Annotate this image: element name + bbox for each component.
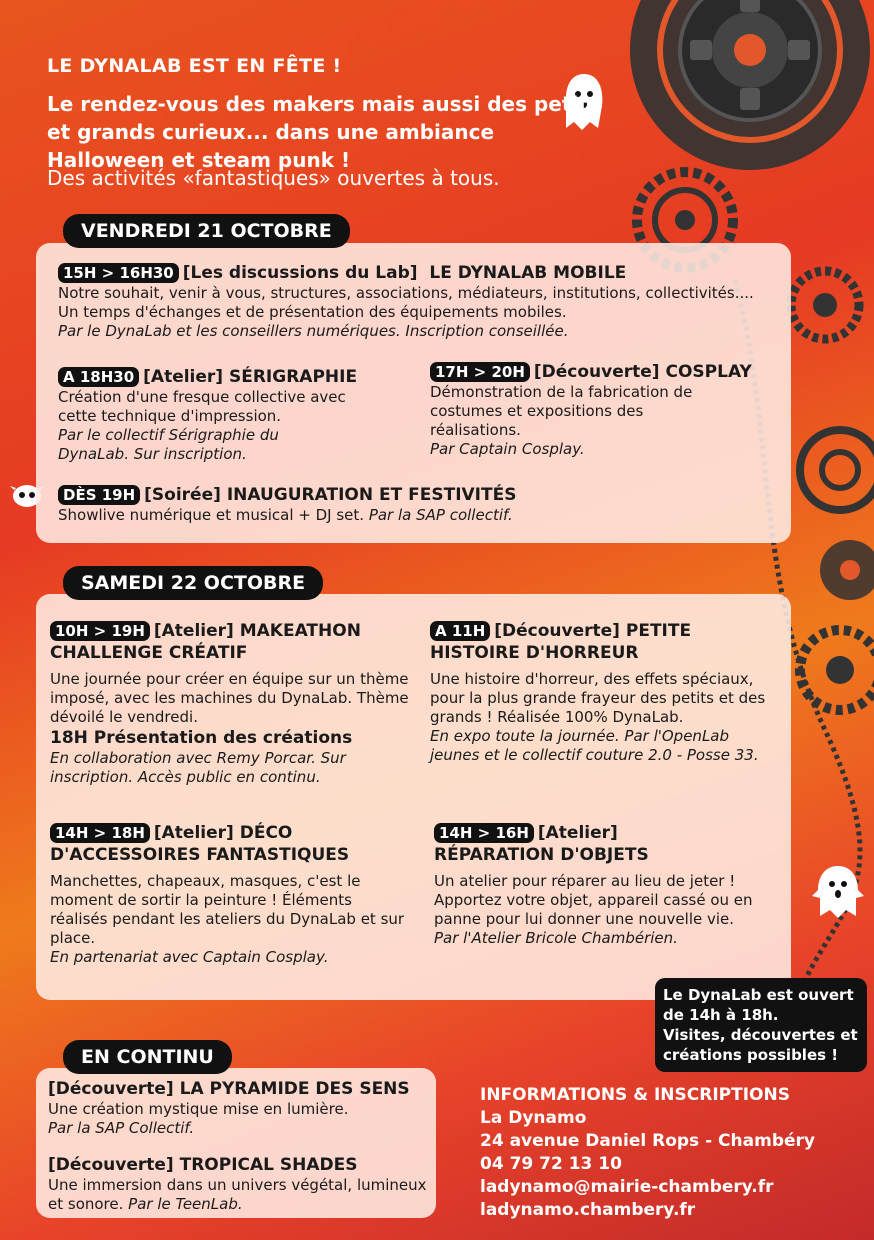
event-category: [Découverte]: [48, 1155, 174, 1175]
event-title: TROPICAL SHADES: [179, 1155, 358, 1175]
event-description: Notre souhait, venir à vous, structures, associations, médiateurs, institutions, collectivités.... Un temps d'échanges et de présentation des équipements mobiles.: [58, 284, 754, 321]
contact-phone[interactable]: 04 79 72 13 10: [480, 1154, 622, 1174]
event-title: RÉPARATION D'OBJETS: [434, 845, 649, 865]
event-time: DÈS 19H: [58, 485, 140, 505]
saturday-event-2: [430, 620, 775, 765]
friday-tab: VENDREDI 21 OCTOBRE: [63, 214, 350, 248]
opening-line-1: Le DynaLab est ouvert: [663, 986, 854, 1004]
friday-event-2: [58, 366, 378, 464]
event-title: SÉRIGRAPHIE: [228, 367, 358, 387]
event-description: Showlive numérique et musical + DJ set.: [58, 506, 365, 524]
friday-event-1: [58, 262, 778, 341]
event-category: [Découverte]: [494, 621, 620, 641]
event-category: [Atelier]: [537, 823, 618, 843]
event-credit: Par le collectif Sérigraphie du DynaLab. Sur inscription.: [58, 426, 279, 463]
event-category: [Atelier]: [153, 823, 234, 843]
continuous-event-2: [48, 1154, 433, 1214]
saturday-event-4: [434, 822, 779, 948]
event-credit: Par le TeenLab.: [128, 1195, 243, 1213]
event-description: Démonstration de la fabrication de costumes et expositions des réalisations.: [430, 383, 693, 439]
event-credit: Par le DynaLab et les conseillers numériques. Inscription conseillée.: [58, 322, 569, 340]
saturday-tab: SAMEDI 22 OCTOBRE: [63, 566, 323, 600]
event-title: DÉCO D'ACCESSOIRES FANTASTIQUES: [50, 823, 350, 865]
event-credit: En expo toute la journée. Par l'OpenLab jeunes et le collectif couture 2.0 - Posse 33.: [430, 727, 759, 764]
event-title: LA PYRAMIDE DES SENS: [179, 1079, 410, 1099]
event-credit: Par Captain Cosplay.: [430, 440, 585, 458]
event-description: Une journée pour créer en équipe sur un thème imposé, avec les machines du DynaLab. Thème dévoilé le vendredi.: [50, 670, 409, 726]
event-category: [Découverte]: [533, 362, 660, 382]
friday-event-3: [430, 361, 780, 459]
event-time: A 18H30: [58, 367, 139, 387]
opening-line-3: Visites, découvertes et créations possibles !: [663, 1026, 858, 1064]
event-description: Création d'une fresque collective avec cette technique d'impression.: [58, 388, 346, 425]
event-extra: 18H Présentation des créations: [50, 728, 353, 748]
contact-website[interactable]: ladynamo.chambery.fr: [480, 1200, 696, 1220]
continuous-event-1: [48, 1078, 433, 1138]
intro-subtitle: Des activités «fantastiques» ouvertes à tous.: [47, 166, 500, 190]
contact-heading: INFORMATIONS & INSCRIPTIONS: [480, 1085, 790, 1105]
event-title: PETITE HISTOIRE D'HORREUR: [430, 621, 692, 663]
event-credit: En collaboration avec Remy Porcar. Sur inscription. Accès public en continu.: [50, 749, 346, 786]
contact-info: [480, 1084, 815, 1222]
intro-lead: Le rendez-vous des makers mais aussi des petits et grands curieux... dans une ambiance Halloween et steam punk !: [47, 92, 600, 172]
opening-line-2: de 14h à 18h.: [663, 1006, 779, 1024]
opening-hours-box: [655, 978, 867, 1072]
event-time: A 11H: [430, 621, 490, 641]
event-credit: Par la SAP Collectif.: [48, 1119, 195, 1137]
saturday-event-1: [50, 620, 410, 787]
event-category: [Atelier]: [143, 367, 224, 387]
event-category: [Découverte]: [48, 1079, 174, 1099]
saturday-event-3: [50, 822, 410, 967]
ghost-icon: [810, 862, 866, 920]
event-description: Manchettes, chapeaux, masques, c'est le moment de sortir la peinture ! Éléments réalisés pendant les ateliers du DynaLab et sur place.: [50, 872, 405, 947]
event-time: 14H > 18H: [50, 823, 150, 843]
event-title: COSPLAY: [665, 362, 752, 382]
event-description: Un atelier pour réparer au lieu de jeter ! Apportez votre objet, appareil cassé ou en panne pour lui donner une nouvelle vie.: [434, 872, 753, 928]
contact-name: La Dynamo: [480, 1108, 587, 1128]
contact-email[interactable]: ladynamo@mairie-chambery.fr: [480, 1177, 774, 1197]
event-category: [Soirée]: [144, 485, 221, 505]
event-credit: Par l'Atelier Bricole Chambérien.: [434, 929, 678, 947]
event-description: Une histoire d'horreur, des effets spéciaux, pour la plus grande frayeur des petits et des grands ! Réalisée 100% DynaLab.: [430, 670, 766, 726]
event-description: Une création mystique mise en lumière.: [48, 1100, 349, 1118]
event-description: Une immersion dans un univers végétal, lumineux et sonore.: [48, 1176, 427, 1213]
page-title: LE DYNALAB EST EN FÊTE !: [47, 55, 342, 77]
friday-event-4: [58, 484, 778, 525]
event-category: [Atelier]: [153, 621, 234, 641]
event-time: 10H > 19H: [50, 621, 150, 641]
continuous-tab: EN CONTINU: [63, 1040, 232, 1074]
event-credit: En partenariat avec Captain Cosplay.: [50, 948, 329, 966]
event-time: 17H > 20H: [430, 362, 530, 382]
event-title: LE DYNALAB MOBILE: [429, 263, 627, 283]
event-title: MAKEATHON CHALLENGE CRÉATIF: [50, 621, 361, 663]
event-time: 15H > 16H30: [58, 263, 179, 283]
contact-address: 24 avenue Daniel Rops - Chambéry: [480, 1131, 815, 1151]
event-category: [Les discussions du Lab]: [182, 263, 418, 283]
event-time: 14H > 16H: [434, 823, 534, 843]
event-title: INAUGURATION ET FESTIVITÉS: [226, 485, 517, 505]
event-credit: Par la SAP collectif.: [368, 506, 513, 524]
